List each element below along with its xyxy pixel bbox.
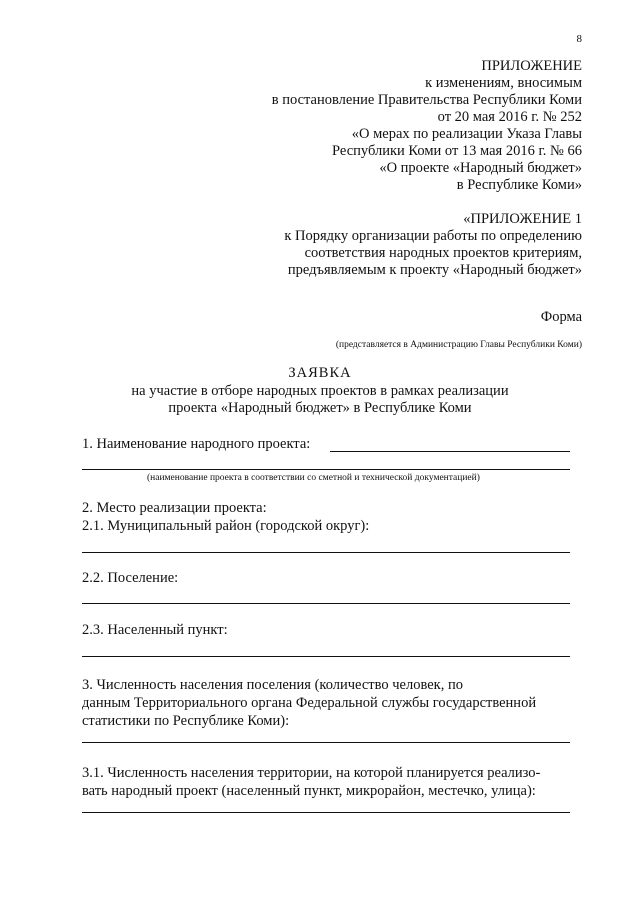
appendix-line: к Порядку организации работы по определению [284,228,582,244]
page-number: 8 [576,33,582,45]
appendix-line: соответствия народных проектов критериям, [304,245,582,261]
header-line: от 20 мая 2016 г. № 252 [437,109,582,125]
project-name-input[interactable] [330,451,570,452]
header-line: «О мерах по реализации Указа Главы [351,126,582,142]
document-subtitle: проекта «Народный бюджет» в Республике Коми [168,400,472,416]
appendix-line: предъявляемым к проекту «Народный бюджет» [287,262,582,278]
project-name-input-cont[interactable] [82,469,570,470]
header-line: в постановление Правительства Республики Коми [271,92,582,108]
settlement-label: 2.2. Поселение: [82,570,179,586]
population-line: 3. Численность населения поселения (количество человек, по [82,677,463,693]
header-line: в Республике Коми» [456,177,582,193]
territory-line: 3.1. Численность населения территории, на которой планируется реализо- [82,765,541,781]
district-input[interactable] [82,552,570,553]
document-subtitle: на участие в отборе народных проектов в рамках реализации [131,383,509,399]
settlement-input[interactable] [82,603,570,604]
project-name-hint: (наименование проекта в соответствии со сметной и технической документацией) [147,473,480,483]
territory-input[interactable] [82,812,570,813]
locality-label: 2.3. Населенный пункт: [82,622,228,638]
population-line: данным Территориального органа Федеральной службы государственной [82,695,537,711]
submit-note: (представляется в Администрацию Главы Республики Коми) [335,340,582,350]
header-line: ПРИЛОЖЕНИЕ [481,58,582,74]
header-line: Республики Коми от 13 мая 2016 г. № 66 [332,143,582,159]
locality-input[interactable] [82,656,570,657]
territory-line: вать народный проект (населенный пункт, микрорайон, местечко, улица): [82,783,536,799]
header-line: «О проекте «Народный бюджет» [379,160,582,176]
appendix-line: «ПРИЛОЖЕНИЕ 1 [463,211,582,227]
project-name-label: 1. Наименование народного проекта: [82,436,311,452]
population-line: статистики по Республике Коми): [82,713,290,729]
document-title: ЗАЯВКА [288,365,352,381]
form-label: Форма [540,309,582,325]
header-line: к изменениям, вносимым [425,75,582,91]
location-label: 2. Место реализации проекта: [82,500,267,516]
population-input[interactable] [82,742,570,743]
district-label: 2.1. Муниципальный район (городской округ): [82,518,370,534]
